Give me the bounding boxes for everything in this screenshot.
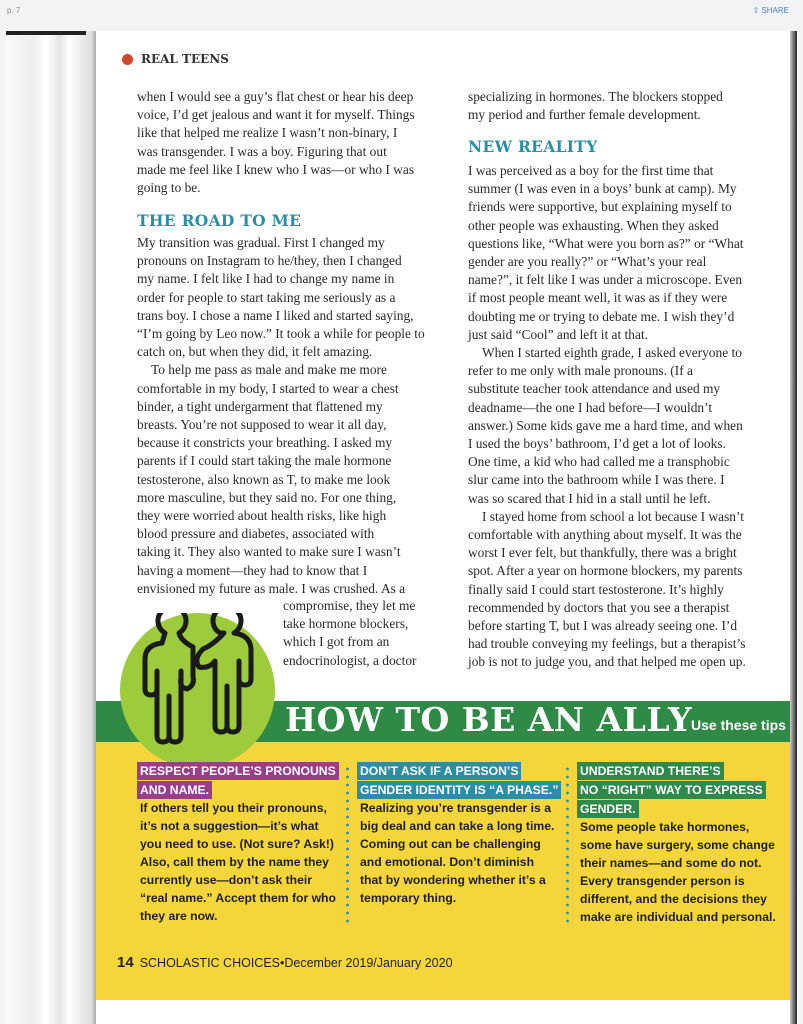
text-line: To help me pass as male and make me more [151,362,387,378]
text-line: take hormone blockers, [283,616,409,632]
tip-text: Also, call them by the name they [140,855,329,869]
share-icon: ⇧ [752,6,762,15]
page-number: 14 [117,954,134,971]
text-line: just said “Cool” and left it at that. [468,326,648,342]
text-line: made me feel like I knew who I was—or who I was [137,161,415,177]
tip-text: it’s not a suggestion—it’s what [140,819,319,833]
text-line: comfortable in my body, I started to wear a chest [137,380,399,396]
tip-text: temporary thing. [360,891,457,905]
tip-text: Some people take hormones, [580,820,750,834]
tip-heading: NO “RIGHT” WAY TO EXPRESS [577,781,766,799]
text-line: parents if I could start taking the male hormone [137,453,392,469]
text-line: name?”, it felt like I was under a microscope. Even [468,272,743,288]
text-line: like that helped me realize I wasn’t non-binary, I [137,125,398,141]
text-line: endocrinologist, a doctor [283,652,417,668]
text-line: when I would see a guy’s flat chest or hear his deep [137,89,414,104]
section-dot-icon [122,54,133,65]
text-line: pronouns on Instagram to he/they, then I changed [137,253,402,269]
text-line: blood pressure and diabetes, associated with [137,526,375,542]
text-line: deadname—the one I had before—I wouldn’t [468,399,713,415]
text-line: other people was exhausting. When they asked [468,217,719,233]
publication-line: SCHOLASTIC CHOICES•December 2019/January 2020 [139,956,453,970]
footer [117,954,453,971]
text-line: before starting T, but I was already seeing one. I’d [468,618,738,633]
tip-text: some have surgery, some change [580,838,775,852]
text-line: binder, a tight undergarment that flattened my [137,398,383,414]
text-line: spot. After a year on hormone blockers, my parents [468,563,743,579]
text-line: friends were supportive, but explaining myself to [468,199,732,215]
ally-title: HOW TO BE AN ALLY [285,700,693,739]
tip-text: Every transgender person is [580,874,745,888]
text-line: job is not to judge you, and that helped me open up. [468,654,746,670]
tip-text: they are now. [140,909,218,923]
divider [346,765,349,925]
page-stack-edge [6,31,96,1024]
text-line: trans boy. I chose a name I liked and started saying, [137,307,414,323]
text-line: substitute teacher took attendance and used my [468,381,721,397]
text-line: had trouble conveying my feelings, but a therapist’s [468,636,746,652]
text-line: envisioned my future as male. I was crushed. As a [137,580,406,596]
tip-heading: UNDERSTAND THERE’S [577,762,724,780]
text-line: was so scared that I hid in a stall until he left. [468,490,711,506]
section-label: REAL TEENS [141,52,229,66]
tip-text: make are individual and personal. [580,910,776,924]
text-line: worst I ever felt, but thankfully, there was a bright [468,545,737,561]
text-line: My transition was gradual. First I changed my [137,235,385,250]
text-line: which I got from an [283,634,390,650]
page-label: p. 7 [7,6,21,15]
text-line: because it constricts your breathing. I asked my [137,435,393,451]
text-line: my name. I felt like I had to change my name in [137,271,395,287]
text-line: recommended by doctors that you see a therapist [468,599,730,615]
text-line: testosterone, also known as T, to make me look [137,471,391,487]
text-line: if most people meant well, it was as if they were [468,290,728,306]
text-line: questions like, “What were you born as?” or “What [468,235,744,251]
tip-text: Coming out can be challenging [360,837,541,851]
text-line: having a moment—they had to know that I [137,562,368,578]
tip-text: big deal and can take a long time. [360,819,555,833]
section-header [122,52,229,66]
text-line: was transgender. I was a boy. Figuring that out [137,143,387,159]
text-line: order for people to start taking me seriously as a [137,289,396,305]
tip-text: “real name.” Accept them for who [140,891,336,905]
tip-text: different, and the decisions they [580,892,767,906]
text-line: One time, a kid who had called me a transphobic [468,454,730,470]
text-line: answer.) Some kids gave me a hard time, and when [468,417,743,433]
text-line: more masculine, but they said no. For one thing, [137,489,397,505]
tip-heading: AND NAME. [137,781,212,799]
text-line: I used the boys’ bathroom, I’d get a lot of looks. [468,436,726,451]
text-line: slur came into the bathroom while I was there. I [468,472,725,488]
text-line: doubting me or trying to debate me. I wish they’d [468,308,735,324]
tip-heading: DON’T ASK IF A PERSON’S [357,762,521,780]
share-label: SHARE [761,6,789,15]
tip-text: you need to use. (Not sure? Ask!) [140,837,334,851]
heading-road-to-me: THE ROAD TO ME [137,211,302,230]
text-line: refer to me only with male pronouns. (If a [468,363,693,379]
text-line: comfortable with anything about myself. It was the [468,527,742,542]
text-line: they were worried about health risks, like high [137,508,387,523]
tip-text: Realizing you’re transgender is a [360,801,551,815]
tip-text: If others tell you their pronouns, [140,801,327,815]
text-line: summer (I was even in a boys’ bunk at camp). My [468,181,737,197]
tip-text: that by wondering whether it’s a [360,873,546,887]
text-line: voice, I’d get jealous and want it for myself. Things [137,107,415,123]
page-edge [6,31,86,35]
text-line: catch on, but when they did, it felt amazing. [137,344,373,360]
divider [566,765,569,925]
tip-heading: RESPECT PEOPLE’S PRONOUNS [137,762,339,780]
tip-text: their names—and some do not. [580,856,762,870]
heading-new-reality: NEW REALITY [468,137,598,156]
tip-heading: GENDER. [577,800,639,818]
text-line: compromise, they let me [283,598,416,613]
text-line: breasts. You’re not supposed to wear it all day, [137,417,387,432]
tip-text: and emotional. Don’t diminish [360,855,535,869]
text-line: going to be. [137,180,201,195]
text-line: finally said I could start testosterone. It’s highly [468,581,724,597]
text-line: specializing in hormones. The blockers stopped [468,89,723,104]
page-edge-right [790,31,797,1024]
text-line: When I started eighth grade, I asked everyone to [482,345,742,360]
text-line: my period and further female development. [468,107,701,123]
share-button[interactable] [753,6,790,15]
text-line: I was perceived as a boy for the first time that [468,163,714,178]
tip-text: currently use—don’t ask their [140,873,313,887]
tip-heading: GENDER IDENTITY IS “A PHASE.” [357,781,561,799]
two-people-icon [120,613,275,768]
viewer-toolbar [0,0,803,30]
text-line: I stayed home from school a lot because I wasn’t [482,508,744,524]
ally-subtitle: Use these tips [691,717,786,733]
text-line: taking it. They also wanted to make sure I wasn’t [137,544,401,560]
text-line: “I’m going by Leo now.” It took a while for people to [137,326,425,341]
text-line: gender are you really?” or “What’s your real [468,254,707,269]
